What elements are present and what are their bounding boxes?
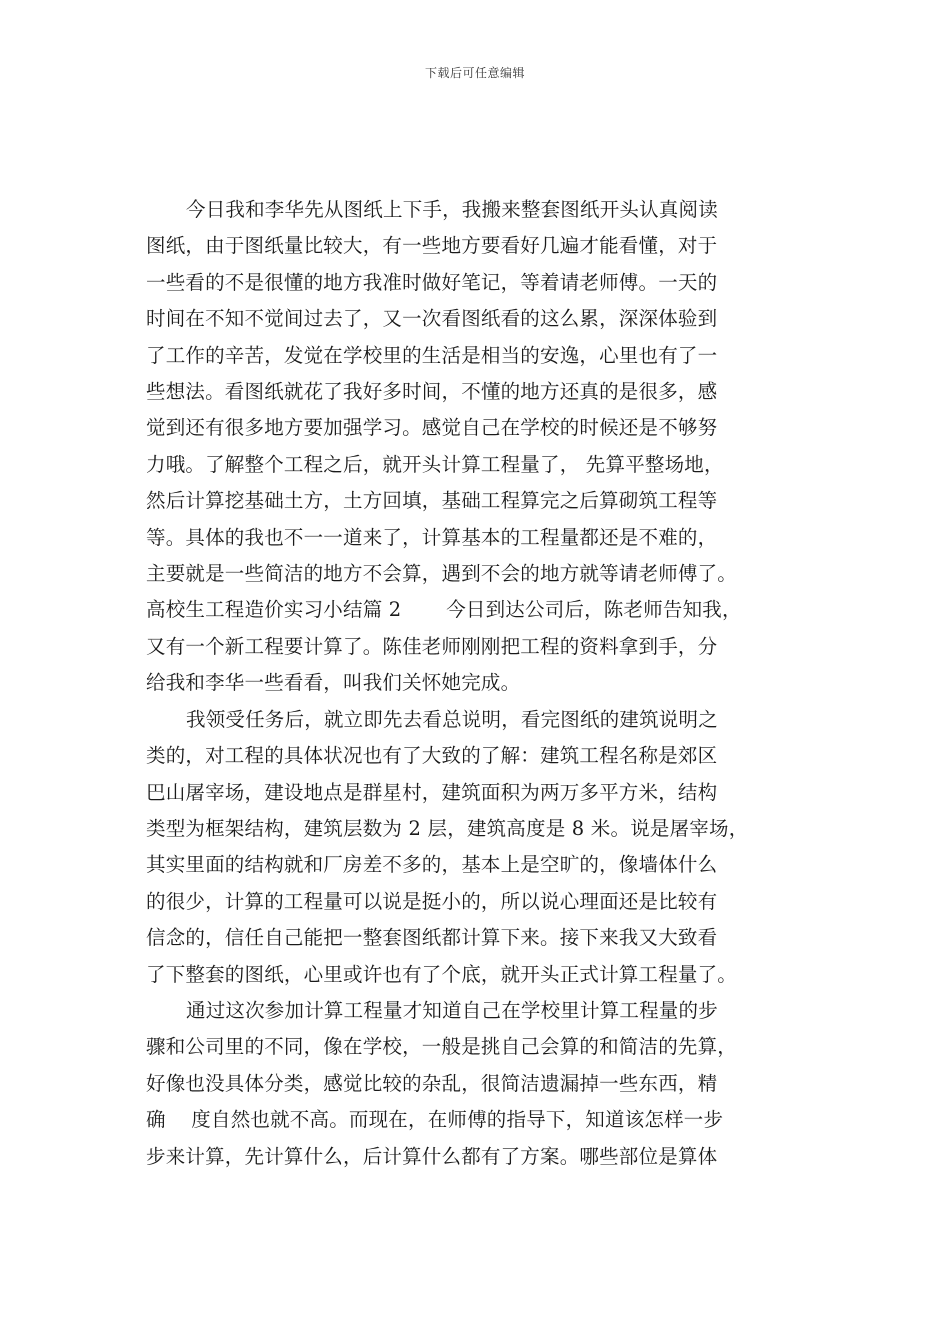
text-line: 步来计算，先计算什么，后计算什么都有了方案。哪些部位是算体 [146, 1144, 718, 1168]
text-line: 巴山屠宰场，建设地点是群星村，建筑面积为两万多平方米，结构 [146, 780, 718, 804]
text-line: 等。具体的我也不一一道来了，计算基本的工程量都还是不难的， [146, 525, 718, 549]
text-line: 今日我和李华先从图纸上下手，我搬来整套图纸开头认真阅读 [186, 198, 718, 221]
text-line: 确 度自然也就不高。而现在，在师傅的指导下，知道该怎样一步 [146, 1108, 724, 1132]
text-line: 给我和李华一些看看，叫我们关怀她完成。 [146, 671, 521, 695]
text-line: 力哦。了解整个工程之后，就开头计算工程量了， 先算平整场地， [146, 452, 724, 476]
page-header-note: 下载后可任意编辑 [424, 66, 525, 80]
text-line: 通过这次参加计算工程量才知道自己在学校里计算工程量的步 [186, 998, 718, 1022]
text-line: 类型为框架结构，建筑层数为 2 层，建筑高度是 8 米。说是屠宰场， [146, 816, 749, 840]
text-line: 高校生工程造价实习小结篇 2 今日到达公司后，陈老师告知我， [146, 598, 742, 622]
text-line: 然后计算挖基础土方，土方回填，基础工程算完之后算砌筑工程等 [146, 489, 718, 513]
text-line: 了工作的辛苦，发觉在学校里的生活是相当的安逸，心里也有了一 [146, 343, 718, 367]
text-line: 的很少，计算的工程量可以说是挺小的，所以说心理面还是比较有 [146, 889, 718, 913]
text-line: 图纸，由于图纸量比较大，有一些地方要看好几遍才能看懂，对于 [146, 234, 718, 258]
text-line: 了下整套的图纸，心里或许也有了个底，就开头正式计算工程量了。 [146, 962, 738, 986]
text-line: 骤和公司里的不同，像在学校，一般是挑自己会算的和简洁的先算， [146, 1035, 738, 1059]
text-line: 类的，对工程的具体状况也有了大致的了解：建筑工程名称是郊区 [146, 744, 718, 768]
text-line: 些想法。看图纸就花了我好多时间，不懂的地方还真的是很多，感 [146, 380, 718, 404]
text-line: 我领受任务后，就立即先去看总说明，看完图纸的建筑说明之 [186, 707, 718, 731]
text-line: 觉到还有很多地方要加强学习。感觉自己在学校的时候还是不够努 [146, 416, 718, 440]
text-line: 一些看的不是很懂的地方我准时做好笔记，等着请老师傅。一天的 [146, 270, 718, 294]
text-line: 其实里面的结构就和厂房差不多的，基本上是空旷的，像墙体什么 [146, 853, 718, 877]
text-line: 主要就是一些简洁的地方不会算，遇到不会的地方就等请老师傅了。 [146, 562, 738, 586]
text-line: 好像也没具体分类，感觉比较的杂乱，很简洁遗漏掉一些东西，精 [146, 1071, 718, 1095]
body-text [146, 192, 806, 1175]
text-line: 又有一个新工程要计算了。陈佳老师刚刚把工程的资料拿到手，分 [146, 634, 718, 658]
text-line: 信念的，信任自己能把一整套图纸都计算下来。接下来我又大致看 [146, 926, 718, 950]
text-line: 时间在不知不觉间过去了，又一次看图纸看的这么累，深深体验到 [146, 307, 718, 331]
